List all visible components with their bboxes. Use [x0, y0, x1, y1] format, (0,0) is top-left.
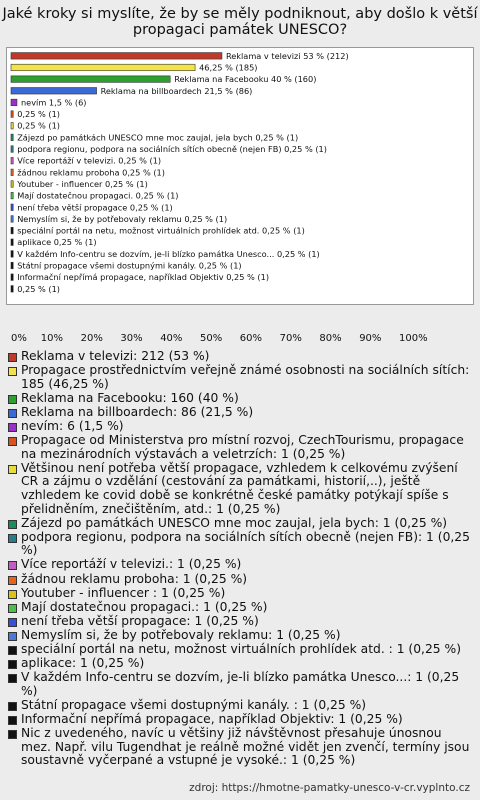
bar-label: V každém Info-centru se dozvím, je-li blízko památka Unesco... 0,25 % (1): [17, 248, 320, 259]
bar-label: Nemyslím si, že by potřebovaly reklamu 0,25 % (1): [17, 213, 228, 224]
legend-label: Státní propagace všemi dostupnými kanály. : 1 (0,25 %): [21, 697, 367, 712]
bar-label: Státní propagace všemi dostupnými kanály. 0,25 % (1): [17, 260, 242, 271]
legend-label: Propagace prostřednictvím veřejně známé osobnosti na sociálních sítích: 185 (46,25 %): [21, 363, 470, 391]
bar-label: Více reportáží v televizi. 0,25 % (1): [17, 155, 162, 166]
legend: [8, 350, 470, 768]
legend-entry: [8, 657, 470, 671]
legend-swatch: [8, 702, 17, 711]
legend-swatch: [8, 520, 17, 529]
legend-swatch: [8, 409, 17, 418]
legend-swatch: [8, 465, 17, 474]
x-tick-label: 60%: [239, 333, 263, 344]
bar-label: 0,25 % (1): [17, 120, 61, 131]
legend-swatch: [8, 367, 17, 376]
bar-label: není třeba větší propagace 0,25 % (1): [17, 202, 173, 213]
x-tick-label: 80%: [319, 333, 342, 344]
bar: [11, 227, 13, 234]
bar: [11, 134, 13, 141]
legend-swatch: [8, 576, 17, 585]
bar: [11, 99, 17, 106]
legend-swatch: [8, 716, 17, 725]
legend-label: Propagace od Ministerstva pro místní rozvoj, CzechTourismu, propagace na mezinárodních výstavách a veletrzích: 1 (0,25 %): [21, 433, 464, 461]
bar: [11, 192, 13, 199]
bar-label: 0,25 % (1): [17, 283, 61, 294]
bar: [11, 274, 13, 281]
bar-label: nevím 1,5 % (6): [20, 97, 87, 108]
legend-swatch: [8, 590, 17, 599]
bar: [11, 122, 13, 129]
legend-entry: [8, 713, 470, 727]
legend-entry: [8, 558, 470, 572]
legend-label: Informační nepřímá propagace, například Objektiv: 1 (0,25 %): [21, 711, 403, 726]
legend-entry: [8, 699, 470, 713]
x-tick-label: 30%: [120, 333, 143, 344]
legend-swatch: [8, 561, 17, 570]
legend-label: V každém Info-centru se dozvím, je-li blízko památka Unesco...: 1 (0,25 %): [21, 670, 460, 698]
bar: [11, 111, 13, 118]
bar: [11, 262, 13, 269]
x-tick-label: 40%: [160, 333, 183, 344]
legend-label: Mají dostatečnou propagaci.: 1 (0,25 %): [21, 599, 268, 614]
legend-entry: [8, 517, 470, 531]
legend-label: Youtuber - influencer : 1 (0,25 %): [21, 585, 226, 600]
legend-label: Zájezd po památkách UNESCO mne moc zaujal, jela bych: 1 (0,25 %): [21, 515, 448, 530]
legend-entry: [8, 601, 470, 615]
bar: [11, 239, 13, 246]
legend-entry: [8, 587, 470, 601]
x-tick-label: 100%: [399, 333, 428, 344]
x-tick-label: 70%: [279, 333, 302, 344]
legend-swatch: [8, 618, 17, 627]
bar-label: žádnou reklamu proboha 0,25 % (1): [17, 167, 165, 178]
legend-entry: [8, 629, 470, 643]
bar-label: 46,25 % (185): [199, 62, 258, 73]
bar: [11, 157, 13, 164]
bar: [11, 286, 13, 293]
bar-label: podpora regionu, podpora na sociálních sítích obecně (nejen FB) 0,25 % (1): [17, 144, 327, 155]
legend-label: Reklama na Facebooku: 160 (40 %): [21, 390, 239, 405]
bar: [11, 251, 13, 258]
bar: [11, 169, 13, 176]
plot-area: [6, 47, 474, 305]
x-tick-label: 90%: [359, 333, 382, 344]
bar-label: speciální portál na netu, možnost virtuálních prohlídek atd. 0,25 % (1): [17, 225, 305, 236]
legend-label: žádnou reklamu proboha: 1 (0,25 %): [21, 571, 248, 586]
legend-entry: [8, 420, 470, 434]
bar: [11, 88, 97, 95]
legend-swatch: [8, 534, 17, 543]
legend-label: speciální portál na netu, možnost virtuálních prohlídek atd. : 1 (0,25 %): [21, 641, 461, 656]
legend-entry: [8, 643, 470, 657]
legend-entry: [8, 727, 470, 768]
bar-label: Reklama na billboardech 21,5 % (86): [100, 85, 253, 96]
bar-label: aplikace 0,25 % (1): [17, 237, 97, 248]
legend-label: podpora regionu, podpora na sociálních sítích obecně (nejen FB): 1 (0,25 %): [21, 529, 470, 558]
legend-swatch: [8, 646, 17, 655]
bar: [11, 204, 13, 211]
legend-swatch: [8, 674, 17, 683]
x-tick-label: 10%: [40, 333, 64, 344]
legend-entry: [8, 462, 470, 516]
bar: [11, 53, 222, 60]
chart-title: Jaké kroky si myslíte, že by se měly podniknout, aby došlo k větší propagaci památek UNESCO?: [2, 6, 478, 38]
legend-label: není třeba větší propagace: 1 (0,25 %): [21, 613, 259, 628]
legend-entry: [8, 615, 470, 629]
bar-label: Reklama v televizi 53 % (212): [225, 50, 349, 61]
x-tick-label: 50%: [200, 333, 223, 344]
legend-entry: [8, 531, 470, 558]
legend-entry: [8, 350, 470, 364]
bar-label: Reklama na Facebooku 40 % (160): [174, 74, 317, 85]
legend-label: Většinou není potřeba větší propagace, vzhledem k celkovému zvýšení CR a zájmu o vzdělání (cestování za památkami, historií,..), ještě vzhledem ke covid době se konkrétně české památky potýkají spíše s přelidněním, znečištěním, atd.: 1 (0,25 %): [21, 460, 458, 516]
bar: [11, 76, 170, 83]
bar-label: Zájezd po památkách UNESCO mne moc zaujal, jela bych 0,25 % (1): [17, 132, 299, 143]
legend-swatch: [8, 395, 17, 404]
legend-entry: [8, 392, 470, 406]
bar: [11, 64, 195, 71]
legend-label: aplikace: 1 (0,25 %): [21, 656, 145, 671]
bar: [11, 216, 13, 223]
x-tick-label: 0%: [11, 333, 27, 344]
source-note: zdroj: https://hmotne-pamatky-unesco-v-cr.vyplnto.cz: [189, 782, 470, 794]
legend-swatch: [8, 604, 17, 613]
legend-swatch: [8, 730, 17, 739]
legend-entry: [8, 406, 470, 420]
legend-swatch: [8, 353, 17, 362]
bar-label: Informační nepřímá propagace, například Objektiv 0,25 % (1): [17, 272, 270, 283]
legend-swatch: [8, 660, 17, 669]
bar: [11, 146, 13, 153]
bar-chart: [7, 48, 473, 304]
legend-swatch: [8, 437, 17, 446]
legend-label: Nemyslím si, že by potřebovaly reklamu: 1 (0,25 %): [21, 627, 341, 642]
legend-label: Nic z uvedeného, navíc u většiny již návštěvnost přesahuje únosnou mez. Např. vilu Tugendhat je reálně možné vidět jen zvenčí, termíny jsou soustavně vyčerpané a vstupné je vysoké.: 1 (0,25 %): [21, 726, 470, 768]
legend-label: nevím: 6 (1,5 %): [21, 418, 124, 433]
legend-entry: [8, 671, 470, 698]
legend-label: Reklama v televizi: 212 (53 %): [21, 349, 210, 363]
legend-entry: [8, 434, 470, 461]
bar-label: Youtuber - influencer 0,25 % (1): [17, 178, 148, 189]
bar-label: Mají dostatečnou propagaci. 0,25 % (1): [17, 190, 179, 201]
x-axis: [0, 330, 480, 346]
legend-entry: [8, 364, 470, 391]
legend-label: Více reportáží v televizi.: 1 (0,25 %): [21, 557, 242, 572]
bar: [11, 181, 13, 188]
x-tick-label: 20%: [80, 333, 103, 344]
legend-entry: [8, 573, 470, 587]
legend-swatch: [8, 632, 17, 641]
legend-swatch: [8, 423, 17, 432]
bar-label: 0,25 % (1): [17, 109, 61, 120]
legend-label: Reklama na billboardech: 86 (21,5 %): [21, 404, 254, 419]
